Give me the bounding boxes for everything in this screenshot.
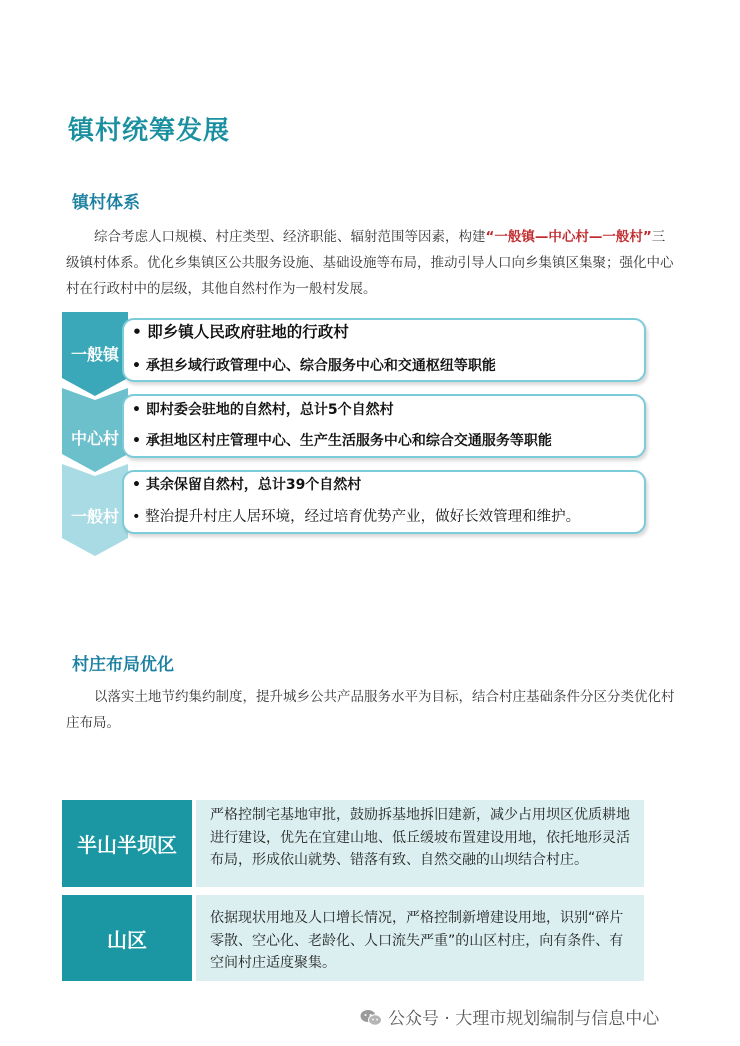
section-heading-system: 镇村体系 (72, 193, 140, 213)
footer-text: 公众号 · 大理市规划编制与信息中心 (388, 1009, 660, 1029)
tier-town (62, 318, 644, 384)
zone-description: 严格控制宅基地审批，鼓励拆基地拆旧建新，减少占用坝区优质耕地进行建设，优先在宜建山地、低丘缓坡布置建设用地，依托地形灵活布局，形成依山就势、错落有致、自然交融的山坝结合村庄。 (196, 800, 644, 887)
footer-watermark (360, 1004, 659, 1029)
para-text-after: 三级镇村体系。优化乡集镇区公共服务设施、基础设施等布局，推动引导人口向乡集镇区集聚；强化中心村在行政村中的层级，其他自然村作为一般村发展。 (66, 229, 674, 297)
tier-item: • 承担地区村庄管理中心、生产生活服务中心和综合交通服务等职能 (132, 433, 552, 449)
section-heading-layout: 村庄布局优化 (72, 655, 174, 675)
tier-label: 一般镇 (70, 345, 119, 364)
tier-label: 中心村 (70, 429, 119, 448)
tier-item: • 即村委会驻地的自然村，总计5个自然村 (132, 402, 394, 418)
tier-item: • 承担乡域行政管理中心、综合服务中心和交通枢纽等职能 (132, 358, 496, 374)
tier-center-village (62, 394, 644, 460)
tier-item: • 整治提升村庄人居环境，经过培育优势产业，做好长效管理和维护。 (132, 509, 581, 525)
zone-label: 山区 (62, 895, 192, 981)
system-paragraph (66, 224, 676, 302)
tier-item: • 其余保留自然村，总计39个自然村 (132, 477, 362, 493)
page-title: 镇村统筹发展 (68, 116, 231, 146)
tier-general-village (62, 470, 644, 536)
layout-paragraph: 以落实土地节约集约制度，提升城乡公共产品服务水平为目标，结合村庄基础条件分区分类优化村庄布局。 (66, 689, 675, 731)
para-text-before: 综合考虑人口规模、村庄类型、经济职能、辐射范围等因素，构建 (94, 229, 486, 245)
wechat-icon (360, 1009, 382, 1027)
zone-label: 半山半坝区 (62, 800, 192, 887)
para-highlight: “一般镇—中心村—一般村” (485, 229, 652, 245)
tier-label: 一般村 (70, 507, 119, 526)
zone-description: 依据现状用地及人口增长情况，严格控制新增建设用地，识别“碎片零散、空心化、老龄化、人口流失严重”的山区村庄，向有条件、有空间村庄适度聚集。 (196, 895, 644, 981)
tier-item: • 即乡镇人民政府驻地的行政村 (132, 323, 349, 341)
